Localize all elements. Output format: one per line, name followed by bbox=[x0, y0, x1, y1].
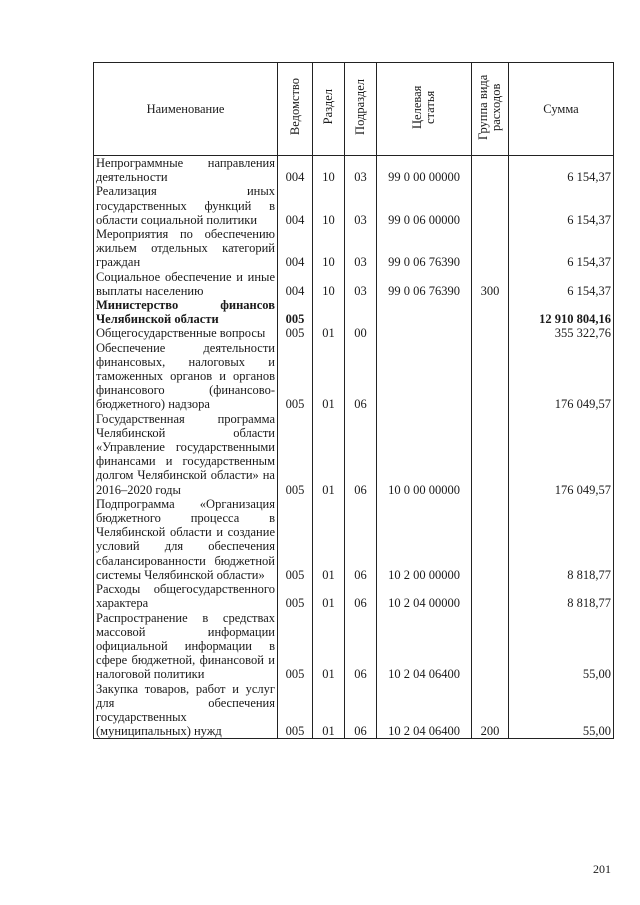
table-row bbox=[94, 682, 614, 739]
row-dept: 005 bbox=[278, 611, 313, 682]
row-subsection: 06 bbox=[345, 341, 377, 412]
table-row bbox=[94, 184, 614, 227]
row-sum: 176 049,57 bbox=[509, 412, 614, 497]
row-target: 10 2 04 00000 bbox=[377, 582, 472, 610]
row-sum: 55,00 bbox=[509, 611, 614, 682]
row-name: Мероприятия по обеспечению жильем отдельных категорий граждан bbox=[94, 227, 278, 270]
row-group: 300 bbox=[472, 270, 509, 298]
row-group bbox=[472, 497, 509, 582]
row-target: 10 2 04 06400 bbox=[377, 682, 472, 739]
row-section: 01 bbox=[313, 582, 345, 610]
row-section: 10 bbox=[313, 184, 345, 227]
row-group bbox=[472, 341, 509, 412]
row-section: 01 bbox=[313, 611, 345, 682]
row-group bbox=[472, 227, 509, 270]
row-sum: 6 154,37 bbox=[509, 184, 614, 227]
row-group bbox=[472, 611, 509, 682]
row-subsection: 06 bbox=[345, 611, 377, 682]
header-subsection: Подраздел bbox=[345, 63, 377, 156]
row-sum: 12 910 804,16 bbox=[509, 298, 614, 326]
table-row bbox=[94, 326, 614, 340]
table-row bbox=[94, 341, 614, 412]
row-section: 01 bbox=[313, 497, 345, 582]
row-dept: 005 bbox=[278, 326, 313, 340]
row-name: Непрограммные направления деятельности bbox=[94, 156, 278, 185]
row-name: Подпрограмма «Организация бюджетного процесса в Челябинской области и создание условий для обеспечения сбалансированности бюджетной системы Челябинской области» bbox=[94, 497, 278, 582]
row-name: Реализация иных государственных функций в области социальной политики bbox=[94, 184, 278, 227]
row-section: 10 bbox=[313, 227, 345, 270]
row-group: 200 bbox=[472, 682, 509, 739]
row-name: Расходы общегосударственного характера bbox=[94, 582, 278, 610]
row-subsection bbox=[345, 298, 377, 326]
page-number: 201 bbox=[593, 862, 611, 876]
row-sum: 8 818,77 bbox=[509, 497, 614, 582]
row-sum: 8 818,77 bbox=[509, 582, 614, 610]
row-target: 10 2 04 06400 bbox=[377, 611, 472, 682]
row-dept: 005 bbox=[278, 582, 313, 610]
row-sum: 55,00 bbox=[509, 682, 614, 739]
header-sum: Сумма bbox=[509, 63, 614, 156]
row-group bbox=[472, 582, 509, 610]
row-target: 10 0 00 00000 bbox=[377, 412, 472, 497]
row-sum: 6 154,37 bbox=[509, 156, 614, 185]
row-dept: 005 bbox=[278, 341, 313, 412]
row-dept: 004 bbox=[278, 270, 313, 298]
row-subsection: 03 bbox=[345, 184, 377, 227]
row-dept: 004 bbox=[278, 227, 313, 270]
row-target: 99 0 06 76390 bbox=[377, 270, 472, 298]
row-subsection: 03 bbox=[345, 270, 377, 298]
row-sum: 176 049,57 bbox=[509, 341, 614, 412]
row-sum: 6 154,37 bbox=[509, 270, 614, 298]
table-row bbox=[94, 611, 614, 682]
header-group: Группа вида расходов bbox=[472, 63, 509, 156]
row-dept: 005 bbox=[278, 682, 313, 739]
row-subsection: 06 bbox=[345, 682, 377, 739]
budget-table bbox=[93, 62, 614, 739]
row-target bbox=[377, 326, 472, 340]
row-target: 99 0 00 00000 bbox=[377, 156, 472, 185]
row-name: Социальное обеспечение и иные выплаты населению bbox=[94, 270, 278, 298]
row-name: Государственная программа Челябинской области «Управление государственными финансами и государственным долгом Челябинской области» на 2016–2020 годы bbox=[94, 412, 278, 497]
row-subsection: 00 bbox=[345, 326, 377, 340]
row-target: 10 2 00 00000 bbox=[377, 497, 472, 582]
row-section: 01 bbox=[313, 682, 345, 739]
row-section: 01 bbox=[313, 341, 345, 412]
table-row bbox=[94, 298, 614, 326]
row-subsection: 03 bbox=[345, 227, 377, 270]
row-sum: 6 154,37 bbox=[509, 227, 614, 270]
row-dept: 004 bbox=[278, 184, 313, 227]
row-target bbox=[377, 298, 472, 326]
header-target: Целевая статья bbox=[377, 63, 472, 156]
row-target bbox=[377, 341, 472, 412]
row-subsection: 03 bbox=[345, 156, 377, 185]
header-dept: Ведомство bbox=[278, 63, 313, 156]
row-target: 99 0 06 76390 bbox=[377, 227, 472, 270]
row-name: Общегосударственные вопросы bbox=[94, 326, 278, 340]
row-section: 01 bbox=[313, 326, 345, 340]
header-name: Наименование bbox=[94, 63, 278, 156]
row-dept: 005 bbox=[278, 412, 313, 497]
table-header-row bbox=[94, 63, 614, 156]
row-target: 99 0 06 00000 bbox=[377, 184, 472, 227]
row-section: 10 bbox=[313, 270, 345, 298]
row-sum: 355 322,76 bbox=[509, 326, 614, 340]
row-group bbox=[472, 184, 509, 227]
table-row bbox=[94, 227, 614, 270]
row-section bbox=[313, 298, 345, 326]
row-name: Закупка товаров, работ и услуг для обеспечения государственных (муниципальных) нужд bbox=[94, 682, 278, 739]
header-section: Раздел bbox=[313, 63, 345, 156]
table-row bbox=[94, 412, 614, 497]
table-row bbox=[94, 497, 614, 582]
row-group bbox=[472, 156, 509, 185]
table-row bbox=[94, 582, 614, 610]
row-section: 10 bbox=[313, 156, 345, 185]
row-name: Обеспечение деятельности финансовых, налоговых и таможенных органов и органов финансового (финансово-бюджетного) надзора bbox=[94, 341, 278, 412]
row-dept: 004 bbox=[278, 156, 313, 185]
row-subsection: 06 bbox=[345, 412, 377, 497]
row-subsection: 06 bbox=[345, 582, 377, 610]
row-group bbox=[472, 326, 509, 340]
row-name: Распространение в средствах массовой информации официальной информации в сфере бюджетной, финансовой и налоговой политики bbox=[94, 611, 278, 682]
row-section: 01 bbox=[313, 412, 345, 497]
table-row bbox=[94, 270, 614, 298]
table-body bbox=[94, 156, 614, 739]
row-dept: 005 bbox=[278, 497, 313, 582]
row-group bbox=[472, 412, 509, 497]
row-group bbox=[472, 298, 509, 326]
row-dept: 005 bbox=[278, 298, 313, 326]
row-name: Министерство финансов Челябинской области bbox=[94, 298, 278, 326]
table-row bbox=[94, 156, 614, 185]
row-subsection: 06 bbox=[345, 497, 377, 582]
